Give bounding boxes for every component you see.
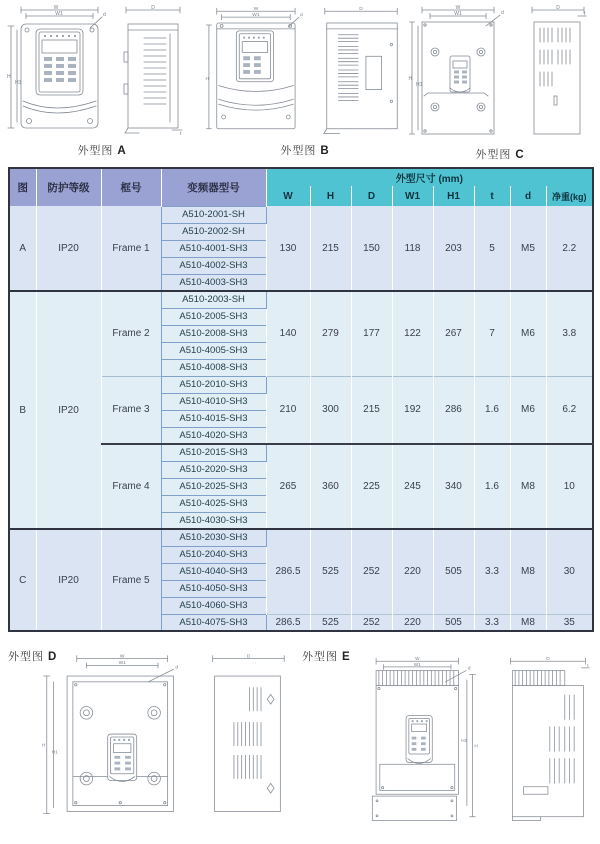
- figure-label-letter: A: [117, 145, 127, 157]
- value-cell: 1.6: [474, 376, 510, 444]
- model-cell: A510-2040-SH3: [161, 546, 266, 563]
- svg-text:t: t: [587, 662, 589, 668]
- model-cell: A510-4050-SH3: [161, 580, 266, 597]
- svg-text:d: d: [467, 665, 471, 671]
- header-frame: 框号: [101, 168, 161, 206]
- model-cell: A510-4025-SH3: [161, 495, 266, 512]
- svg-text:W1: W1: [118, 661, 126, 667]
- model-cell: A510-4002-SH3: [161, 257, 266, 274]
- table-row: [9, 529, 593, 546]
- header-col-t: t: [474, 186, 510, 206]
- figure-label: [6, 142, 198, 158]
- model-cell: A510-4075-SH3: [161, 614, 266, 631]
- svg-text:W1: W1: [454, 10, 462, 17]
- figure-label-text: 外型图: [77, 145, 114, 157]
- model-cell: A510-2025-SH3: [161, 478, 266, 495]
- figure-c-views: [408, 4, 592, 140]
- value-cell: M6: [510, 376, 546, 444]
- value-cell: 210: [266, 376, 310, 444]
- figure-label-letter: B: [320, 145, 330, 157]
- value-cell: 215: [351, 376, 392, 444]
- header-col-w: W: [266, 186, 310, 206]
- value-cell: 505: [433, 529, 474, 614]
- value-cell: 286.5: [266, 614, 310, 631]
- figure-label-text: 外型图: [8, 651, 44, 663]
- model-cell: A510-4060-SH3: [161, 597, 266, 614]
- value-cell: 505: [433, 614, 474, 631]
- fig-cell: A: [9, 206, 36, 291]
- value-cell: 340: [433, 444, 474, 529]
- header-fig: 图: [9, 168, 36, 206]
- value-cell: 252: [351, 614, 392, 631]
- value-cell: 279: [310, 291, 351, 376]
- protection-cell: IP20: [36, 291, 101, 529]
- frame-cell: Frame 5: [101, 529, 161, 631]
- svg-text:H: H: [41, 743, 46, 749]
- figure-label: [8, 648, 57, 664]
- svg-text:H: H: [474, 743, 478, 749]
- figure-e-views: [348, 650, 592, 828]
- figure-b-front-view: [205, 4, 303, 136]
- figure-c-side-view: [526, 4, 590, 140]
- model-cell: A510-4010-SH3: [161, 393, 266, 410]
- model-cell: A510-4003-SH3: [161, 274, 266, 291]
- model-cell: A510-4020-SH3: [161, 427, 266, 444]
- svg-text:t: t: [584, 11, 586, 17]
- svg-text:H: H: [205, 76, 210, 82]
- value-cell: 2.2: [546, 206, 593, 291]
- frame-cell: Frame 4: [101, 444, 161, 529]
- figure-e-side-view: [503, 650, 592, 828]
- value-cell: 220: [392, 614, 433, 631]
- value-cell: 300: [310, 376, 351, 444]
- svg-text:W: W: [455, 4, 461, 11]
- figure-d-front-view: [40, 650, 185, 822]
- figure-label-letter: D: [48, 651, 58, 663]
- figure-label-text: 外型图: [280, 145, 317, 157]
- svg-text:H1: H1: [416, 82, 423, 88]
- value-cell: 3.3: [474, 614, 510, 631]
- svg-text:d: d: [299, 13, 303, 19]
- value-cell: 140: [266, 291, 310, 376]
- table-row: [9, 206, 593, 223]
- protection-cell: IP20: [36, 529, 101, 631]
- value-cell: 35: [546, 614, 593, 631]
- svg-text:d: d: [501, 10, 504, 16]
- value-cell: 118: [392, 206, 433, 291]
- figure-label-text: 外型图: [475, 149, 512, 161]
- table-row: [9, 291, 593, 308]
- svg-text:W1: W1: [413, 661, 421, 667]
- value-cell: 177: [351, 291, 392, 376]
- value-cell: M8: [510, 614, 546, 631]
- figure-label-text: 外型图: [302, 651, 338, 663]
- figure-label-letter: E: [342, 651, 351, 663]
- value-cell: 267: [433, 291, 474, 376]
- value-cell: 360: [310, 444, 351, 529]
- model-cell: A510-2002-SH: [161, 223, 266, 240]
- svg-text:H: H: [408, 76, 413, 82]
- svg-text:H1: H1: [15, 80, 22, 86]
- svg-text:W: W: [53, 4, 59, 11]
- value-cell: 225: [351, 444, 392, 529]
- svg-text:d: d: [103, 12, 106, 18]
- model-cell: A510-4005-SH3: [161, 342, 266, 359]
- header-col-h: H: [310, 186, 351, 206]
- svg-text:d: d: [175, 665, 179, 671]
- model-cell: A510-4001-SH3: [161, 240, 266, 257]
- figure-d-views: [40, 650, 292, 822]
- value-cell: 7: [474, 291, 510, 376]
- model-cell: A510-2010-SH3: [161, 376, 266, 393]
- svg-text:D: D: [151, 4, 155, 11]
- svg-text:H1: H1: [51, 750, 58, 756]
- header-row-group: [9, 168, 593, 186]
- figure-a-side-view: [120, 4, 186, 136]
- model-cell: A510-4015-SH3: [161, 410, 266, 427]
- protection-cell: IP20: [36, 206, 101, 291]
- svg-text:W: W: [119, 654, 125, 660]
- value-cell: 192: [392, 376, 433, 444]
- value-cell: 6.2: [546, 376, 593, 444]
- figure-e: [300, 648, 592, 828]
- svg-text:D: D: [246, 654, 251, 660]
- figure-a-front-view: [6, 4, 106, 136]
- value-cell: 10: [546, 444, 593, 529]
- frame-cell: Frame 1: [101, 206, 161, 291]
- value-cell: 3.3: [474, 529, 510, 614]
- value-cell: 245: [392, 444, 433, 529]
- value-cell: 525: [310, 529, 351, 614]
- figure-d: [6, 648, 292, 822]
- svg-text:H: H: [7, 74, 11, 80]
- figure-label: [302, 648, 351, 664]
- figure-c-front-view: [408, 4, 508, 140]
- spec-table: [8, 167, 594, 632]
- figure-b-side-view: [315, 4, 405, 136]
- svg-text:H1: H1: [461, 737, 468, 743]
- figure-a: [6, 4, 198, 158]
- model-cell: A510-2015-SH3: [161, 444, 266, 461]
- model-cell: A510-2008-SH3: [161, 325, 266, 342]
- frame-cell: Frame 2: [101, 291, 161, 376]
- model-cell: A510-2001-SH: [161, 206, 266, 223]
- value-cell: 252: [351, 529, 392, 614]
- model-cell: A510-2005-SH3: [161, 308, 266, 325]
- header-col-screw: d: [510, 186, 546, 206]
- figure-label: [205, 142, 405, 158]
- value-cell: M6: [510, 291, 546, 376]
- figure-label: [408, 146, 592, 162]
- figure-e-front-view: [348, 650, 479, 828]
- model-cell: A510-4040-SH3: [161, 563, 266, 580]
- header-col-d: D: [351, 186, 392, 206]
- value-cell: 1.6: [474, 444, 510, 529]
- svg-text:W: W: [253, 7, 259, 13]
- value-cell: 286: [433, 376, 474, 444]
- value-cell: 525: [310, 614, 351, 631]
- value-cell: 5: [474, 206, 510, 291]
- value-cell: 122: [392, 291, 433, 376]
- value-cell: 3.8: [546, 291, 593, 376]
- figure-c: [408, 4, 592, 162]
- figure-d-side-view: [203, 650, 292, 822]
- value-cell: 150: [351, 206, 392, 291]
- value-cell: 220: [392, 529, 433, 614]
- value-cell: 215: [310, 206, 351, 291]
- svg-text:D: D: [546, 656, 550, 662]
- svg-text:W: W: [415, 656, 420, 662]
- svg-text:W1: W1: [252, 12, 260, 18]
- value-cell: M5: [510, 206, 546, 291]
- svg-text:D: D: [556, 4, 560, 11]
- figure-b-views: [205, 4, 405, 136]
- header-protection: 防护等级: [36, 168, 101, 206]
- value-cell: M8: [510, 529, 546, 614]
- svg-text:t: t: [180, 131, 182, 136]
- value-cell: 203: [433, 206, 474, 291]
- value-cell: 286.5: [266, 529, 310, 614]
- value-cell: 265: [266, 444, 310, 529]
- model-cell: A510-4008-SH3: [161, 359, 266, 376]
- header-col-h1: H1: [433, 186, 474, 206]
- figure-a-views: [6, 4, 198, 136]
- model-cell: A510-2030-SH3: [161, 529, 266, 546]
- model-cell: A510-2020-SH3: [161, 461, 266, 478]
- value-cell: 30: [546, 529, 593, 614]
- svg-text:D: D: [359, 7, 363, 13]
- fig-cell: B: [9, 291, 36, 529]
- value-cell: 130: [266, 206, 310, 291]
- header-model: 变频器型号: [161, 168, 266, 206]
- svg-text:W1: W1: [55, 10, 63, 17]
- header-col-weight: 净重(kg): [546, 186, 593, 206]
- model-cell: A510-2003-SH: [161, 291, 266, 308]
- spec-table-body: [9, 206, 593, 631]
- frame-cell: Frame 3: [101, 376, 161, 444]
- figure-b: [205, 4, 405, 158]
- model-cell: A510-4030-SH3: [161, 512, 266, 529]
- figure-label-letter: C: [515, 149, 525, 161]
- header-dimensions: 外型尺寸 (mm): [266, 168, 593, 186]
- header-col-w1: W1: [392, 186, 433, 206]
- value-cell: M8: [510, 444, 546, 529]
- spec-table-head: [9, 168, 593, 206]
- fig-cell: C: [9, 529, 36, 631]
